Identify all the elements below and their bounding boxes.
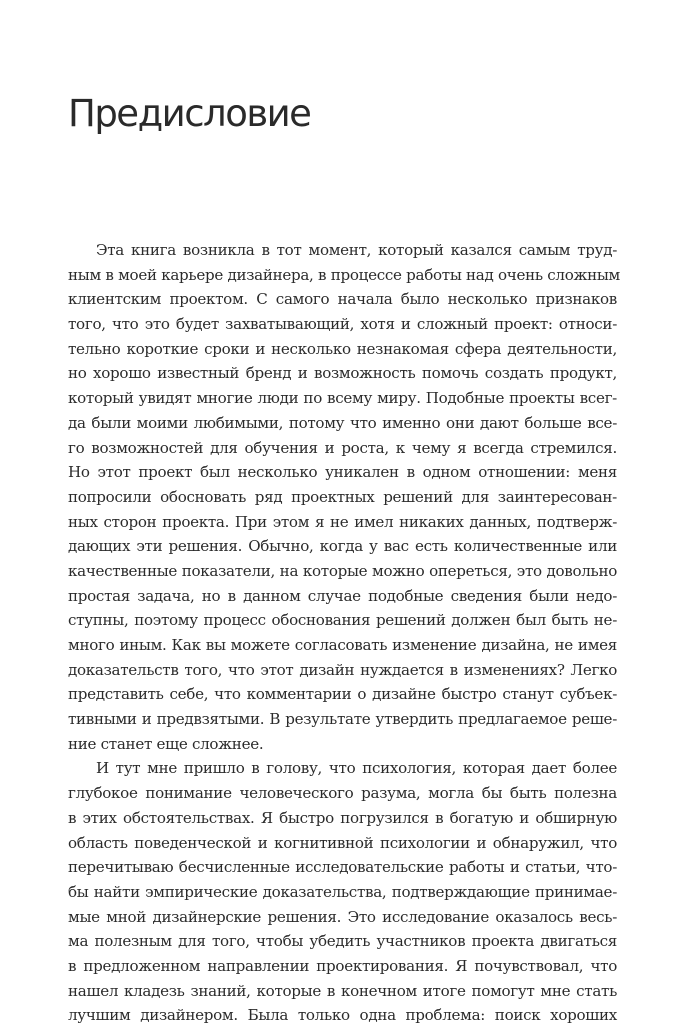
text-line: который увидят многие люди по всему миру. Подобные проекты всег- [68,389,617,408]
text-line: качественные показатели, на которые можно опереться, это довольно [68,561,617,580]
text-line: перечитываю бесчисленные исследовательские работы и статьи, что- [68,858,617,877]
text-line: бы найти эмпирические доказательства, подтверждающие принимае- [68,882,617,901]
text-line: нашел кладезь знаний, которые в конечном итоге помогут мне стать [68,981,617,1000]
text-line: много иным. Как вы можете согласовать изменение дизайна, не имея [68,636,617,654]
text-line: ние станет еще сложнее. [68,734,264,753]
chapter-title: Предисловие [68,92,311,135]
text-line: глубокое понимание человеческого разума, могла бы быть полезна [68,784,617,803]
text-line: ным в моей карьере дизайнера, в процессе работы над очень сложным [68,265,620,284]
paragraph-2 [68,756,617,1028]
text-line: ма полезным для того, чтобы убедить участников проекта двигаться [68,932,617,951]
paragraph-1 [68,238,620,756]
text-line: в этих обстоятельствах. Я быстро погрузился в богатую и обширную [68,808,617,827]
text-line: доказательств того, что этот дизайн нуждается в изменениях? Легко [68,660,617,679]
text-line: того, что это будет захватывающий, хотя и сложный проект: относи- [68,315,617,334]
text-line: но хорошо известный бренд и возможность помочь создать продукт, [68,364,617,383]
text-line: го возможностей для обучения и роста, к чему я всегда стремился. [68,438,617,457]
text-line: ступны, поэтому процесс обоснования решений должен был быть не- [68,611,617,630]
text-line: мые мной дизайнерские решения. Это исследование оказалось весь- [68,907,617,926]
text-line: тельно короткие сроки и несколько незнакомая сфера деятельности, [68,339,617,358]
text-line: Но этот проект был несколько уникален в одном отношении: меня [68,463,617,482]
text-line: И тут мне пришло в голову, что психология, которая дает более [96,759,617,778]
text-line: Эта книга возникла в тот момент, который казался самым труд- [96,241,617,259]
text-line: простая задача, но в данном случае подобные сведения были недо- [68,586,617,605]
text-line: дающих эти решения. Обычно, когда у вас есть количественные или [68,537,617,556]
text-line: представить себе, что комментарии о дизайне быстро станут субъек- [68,685,617,704]
chapter-body [68,238,620,1028]
text-line: область поведенческой и когнитивной психологии и обнаружил, что [68,833,617,852]
text-line: попросили обосновать ряд проектных решений для заинтересован- [68,487,617,506]
text-line: клиентским проектом. С самого начала было несколько признаков [68,290,617,309]
text-line: тивными и предвзятыми. В результате утвердить предлагаемое реше- [68,710,617,729]
text-line: ных сторон проекта. При этом я не имел никаких данных, подтверж- [68,512,617,531]
text-line: лучшим дизайнером. Была только одна проблема: поиск хороших [68,1006,617,1025]
text-line: в предложенном направлении проектирования. Я почувствовал, что [68,956,617,975]
text-line: да были моими любимыми, потому что именно они дают больше все- [68,413,617,432]
